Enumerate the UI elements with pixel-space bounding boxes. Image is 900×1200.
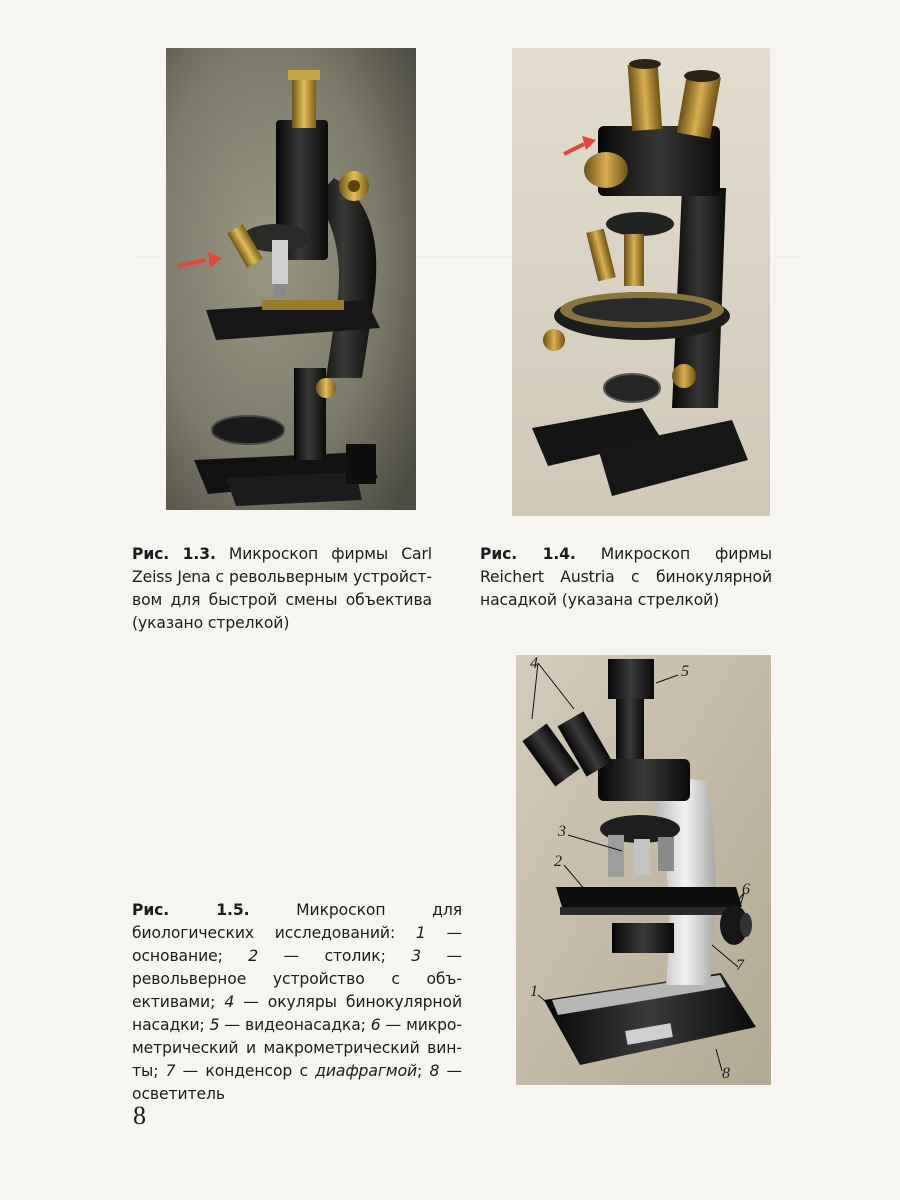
caption-italic-part: 3 bbox=[411, 947, 422, 965]
callout-label-6: 6 bbox=[742, 881, 750, 898]
caption-italic-part: 2 bbox=[248, 947, 259, 965]
caption-text-part: — микрометрический и макрометрический винты; bbox=[132, 1016, 462, 1080]
caption-text-part: — видеонасадка; bbox=[219, 1016, 371, 1034]
figure-1-5-label: Рис. 1.5. bbox=[132, 901, 250, 919]
figure-1-3-label: Рис. 1.3. bbox=[132, 545, 216, 563]
figure-1-3-caption bbox=[132, 543, 432, 635]
caption-text-part: — столик; bbox=[258, 947, 412, 965]
callout-label-5: 5 bbox=[681, 663, 689, 680]
caption-italic-part: 1 bbox=[415, 924, 426, 942]
callout-label-3: 3 bbox=[558, 823, 566, 840]
binocular-microscope-photo-icon bbox=[512, 48, 770, 516]
caption-text-part: Микроскоп для биологических исследований: bbox=[132, 901, 462, 942]
figure-1-5-photo bbox=[516, 655, 771, 1085]
figure-1-4-text: Микроскоп фирмы Reichert Austria с бинокулярной насадкой (указана стрелкой) bbox=[480, 545, 772, 609]
figure-1-5-text bbox=[132, 901, 462, 1103]
caption-italic-part: диафрагмой bbox=[315, 1062, 418, 1080]
caption-italic-part: 7 bbox=[165, 1062, 176, 1080]
callout-label-4: 4 bbox=[530, 655, 538, 672]
callout-label-7: 7 bbox=[736, 957, 744, 974]
caption-text-part: — основание; bbox=[132, 924, 462, 965]
figure-1-3-text: Микроскоп фирмы Carl Zeiss Jena с револьверным устройством для быстрой смены объектива (указано стрелкой) bbox=[132, 545, 432, 632]
caption-text-part: — револьверное устройство с объективами; bbox=[132, 947, 462, 1011]
figure-1-5-caption bbox=[132, 899, 462, 1106]
caption-italic-part: 4 bbox=[224, 993, 235, 1011]
caption-italic-part: 6 bbox=[370, 1016, 381, 1034]
brass-microscope-photo-icon bbox=[166, 48, 416, 510]
figure-1-4-photo bbox=[512, 48, 770, 516]
callout-label-2: 2 bbox=[554, 853, 562, 870]
figure-1-4-caption bbox=[480, 543, 772, 612]
caption-text-part: — конденсор с bbox=[175, 1062, 316, 1080]
caption-text-part: — окуляры бинокулярной насадки; bbox=[132, 993, 462, 1034]
caption-text-part: — осветитель bbox=[132, 1062, 462, 1103]
caption-italic-part: 5 bbox=[209, 1016, 220, 1034]
caption-text-part: ; bbox=[417, 1062, 430, 1080]
figure-1-4-label: Рис. 1.4. bbox=[480, 545, 576, 563]
figure-1-3-photo bbox=[166, 48, 416, 510]
callout-label-1: 1 bbox=[530, 983, 538, 1000]
caption-italic-part: 8 bbox=[429, 1062, 440, 1080]
callout-label-8: 8 bbox=[722, 1065, 730, 1082]
page-number: 8 bbox=[133, 1101, 146, 1130]
